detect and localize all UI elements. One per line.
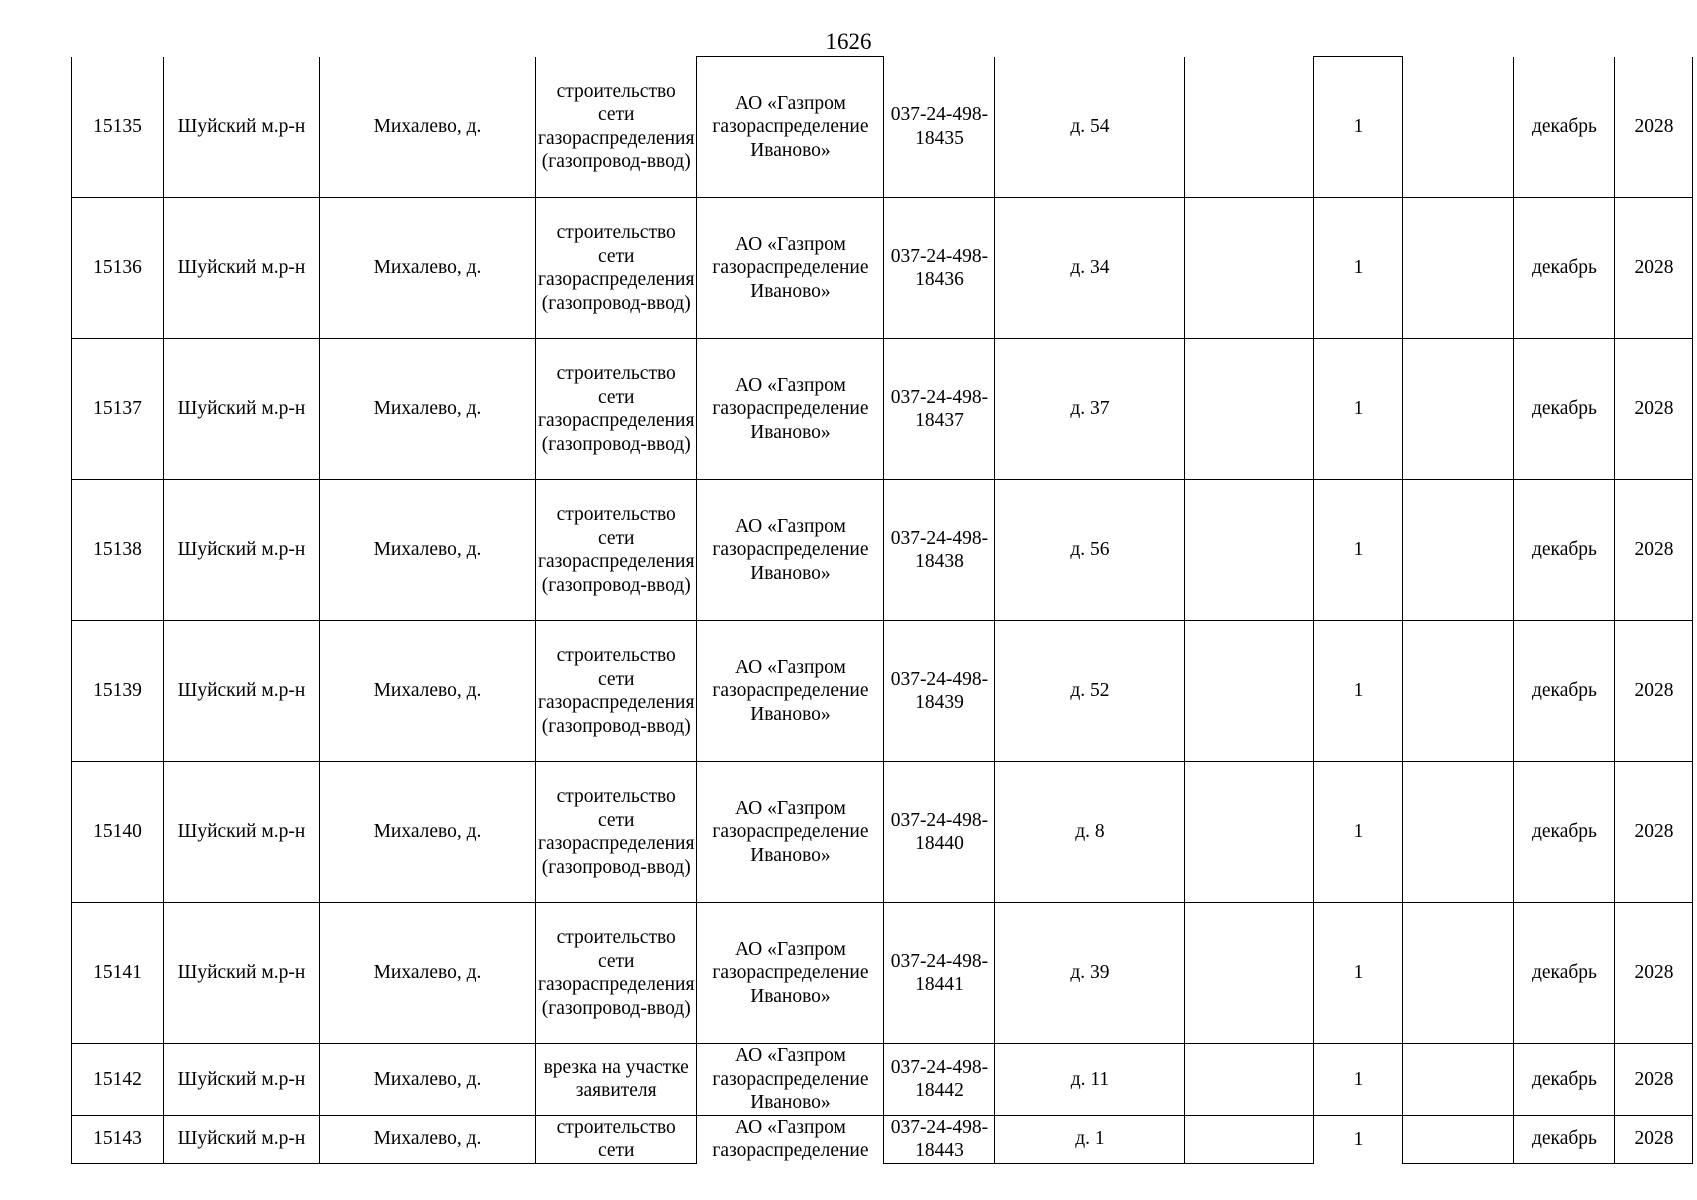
cell-note — [1403, 198, 1514, 339]
cell-month: декабрь — [1514, 198, 1615, 339]
cell-id: 15136 — [72, 198, 164, 339]
cell-locality: Михалево, д. — [320, 339, 536, 480]
cell-house: д. 54 — [995, 57, 1185, 198]
cell-qty: 1 — [1314, 480, 1403, 621]
cell-month: декабрь — [1514, 1115, 1615, 1163]
cell-id: 15139 — [72, 621, 164, 762]
cell-qty: 1 — [1314, 903, 1403, 1044]
cell-qty: 1 — [1314, 762, 1403, 903]
table-row — [72, 762, 1693, 903]
cell-district: Шуйский м.р-н — [164, 621, 320, 762]
cell-work: строительство сети газораспределения (газопровод-ввод) — [536, 762, 697, 903]
cell-house: д. 52 — [995, 621, 1185, 762]
cell-district: Шуйский м.р-н — [164, 1115, 320, 1163]
cell-extra — [1185, 1115, 1314, 1163]
cell-org: АО «Газпром газораспределение Иваново» — [697, 198, 884, 339]
cell-note — [1403, 762, 1514, 903]
cell-note — [1403, 1115, 1514, 1163]
cell-code: 037-24-498-18435 — [884, 57, 995, 198]
cell-work: строительство сети газораспределения (газопровод-ввод) — [536, 339, 697, 480]
cell-district: Шуйский м.р-н — [164, 57, 320, 198]
cell-house: д. 11 — [995, 1044, 1185, 1116]
cell-month: декабрь — [1514, 903, 1615, 1044]
cell-year: 2028 — [1615, 57, 1693, 198]
cell-code: 037-24-498-18441 — [884, 903, 995, 1044]
cell-code: 037-24-498-18442 — [884, 1044, 995, 1116]
cell-extra — [1185, 621, 1314, 762]
cell-code: 037-24-498-18443 — [884, 1115, 995, 1163]
cell-qty: 1 — [1314, 198, 1403, 339]
cell-org: АО «Газпром газораспределение Иваново» — [697, 903, 884, 1044]
cell-org: АО «Газпром газораспределение — [697, 1115, 884, 1163]
cell-id: 15142 — [72, 1044, 164, 1116]
cell-note — [1403, 480, 1514, 621]
cell-year: 2028 — [1615, 903, 1693, 1044]
cell-year: 2028 — [1615, 480, 1693, 621]
cell-house: д. 56 — [995, 480, 1185, 621]
cell-year: 2028 — [1615, 762, 1693, 903]
cell-id: 15143 — [72, 1115, 164, 1163]
cell-house: д. 39 — [995, 903, 1185, 1044]
cell-month: декабрь — [1514, 1044, 1615, 1116]
cell-work: строительство сети газораспределения (газопровод-ввод) — [536, 480, 697, 621]
cell-org: АО «Газпром газораспределение Иваново» — [697, 480, 884, 621]
table-row — [72, 480, 1693, 621]
cell-locality: Михалево, д. — [320, 480, 536, 621]
cell-locality: Михалево, д. — [320, 57, 536, 198]
cell-qty: 1 — [1314, 57, 1403, 198]
cell-code: 037-24-498-18437 — [884, 339, 995, 480]
cell-extra — [1185, 198, 1314, 339]
cell-work: строительство сети газораспределения (газопровод-ввод) — [536, 57, 697, 198]
cell-year: 2028 — [1615, 1044, 1693, 1116]
cell-id: 15137 — [72, 339, 164, 480]
table-row — [72, 903, 1693, 1044]
cell-year: 2028 — [1615, 198, 1693, 339]
cell-id: 15141 — [72, 903, 164, 1044]
cell-year: 2028 — [1615, 1115, 1693, 1163]
cell-locality: Михалево, д. — [320, 762, 536, 903]
cell-code: 037-24-498-18438 — [884, 480, 995, 621]
cell-locality: Михалево, д. — [320, 1044, 536, 1116]
cell-org: АО «Газпром газораспределение Иваново» — [697, 57, 884, 198]
cell-qty: 1 — [1314, 621, 1403, 762]
cell-house: д. 34 — [995, 198, 1185, 339]
cell-extra — [1185, 762, 1314, 903]
cell-id: 15138 — [72, 480, 164, 621]
cell-work: строительство сети газораспределения (газопровод-ввод) — [536, 621, 697, 762]
cell-month: декабрь — [1514, 762, 1615, 903]
cell-house: д. 1 — [995, 1115, 1185, 1163]
cell-locality: Михалево, д. — [320, 198, 536, 339]
cell-extra — [1185, 480, 1314, 621]
cell-extra — [1185, 57, 1314, 198]
cell-qty: 1 — [1314, 1044, 1403, 1116]
cell-code: 037-24-498-18439 — [884, 621, 995, 762]
cell-year: 2028 — [1615, 339, 1693, 480]
cell-note — [1403, 621, 1514, 762]
cell-code: 037-24-498-18440 — [884, 762, 995, 903]
cell-month: декабрь — [1514, 339, 1615, 480]
table-row — [72, 198, 1693, 339]
cell-locality: Михалево, д. — [320, 1115, 536, 1163]
cell-org: АО «Газпром газораспределение Иваново» — [697, 621, 884, 762]
cell-district: Шуйский м.р-н — [164, 198, 320, 339]
cell-note — [1403, 1044, 1514, 1116]
cell-house: д. 37 — [995, 339, 1185, 480]
cell-locality: Михалево, д. — [320, 903, 536, 1044]
cell-id: 15140 — [72, 762, 164, 903]
table-row — [72, 1115, 1693, 1163]
cell-year: 2028 — [1615, 621, 1693, 762]
cell-month: декабрь — [1514, 57, 1615, 198]
table-row — [72, 57, 1693, 198]
table-row — [72, 339, 1693, 480]
cell-work: врезка на участке заявителя — [536, 1044, 697, 1116]
registry-table — [71, 56, 1693, 1164]
cell-month: декабрь — [1514, 621, 1615, 762]
cell-note — [1403, 57, 1514, 198]
cell-qty: 1 — [1314, 339, 1403, 480]
cell-work: строительство сети — [536, 1115, 697, 1163]
cell-extra — [1185, 903, 1314, 1044]
cell-work: строительство сети газораспределения (газопровод-ввод) — [536, 198, 697, 339]
cell-locality: Михалево, д. — [320, 621, 536, 762]
cell-code: 037-24-498-18436 — [884, 198, 995, 339]
cell-month: декабрь — [1514, 480, 1615, 621]
cell-district: Шуйский м.р-н — [164, 762, 320, 903]
cell-org: АО «Газпром газораспределение Иваново» — [697, 339, 884, 480]
cell-extra — [1185, 1044, 1314, 1116]
cell-id: 15135 — [72, 57, 164, 198]
cell-work: строительство сети газораспределения (газопровод-ввод) — [536, 903, 697, 1044]
cell-district: Шуйский м.р-н — [164, 1044, 320, 1116]
cell-org: АО «Газпром газораспределение Иваново» — [697, 762, 884, 903]
cell-district: Шуйский м.р-н — [164, 339, 320, 480]
cell-district: Шуйский м.р-н — [164, 903, 320, 1044]
cell-house: д. 8 — [995, 762, 1185, 903]
page-number: 1626 — [825, 29, 872, 54]
cell-district: Шуйский м.р-н — [164, 480, 320, 621]
table-row — [72, 1044, 1693, 1116]
cell-qty: 1 — [1314, 1115, 1403, 1163]
table-row — [72, 621, 1693, 762]
cell-note — [1403, 339, 1514, 480]
cell-note — [1403, 903, 1514, 1044]
cell-org: АО «Газпром газораспределение Иваново» — [697, 1044, 884, 1116]
cell-extra — [1185, 339, 1314, 480]
